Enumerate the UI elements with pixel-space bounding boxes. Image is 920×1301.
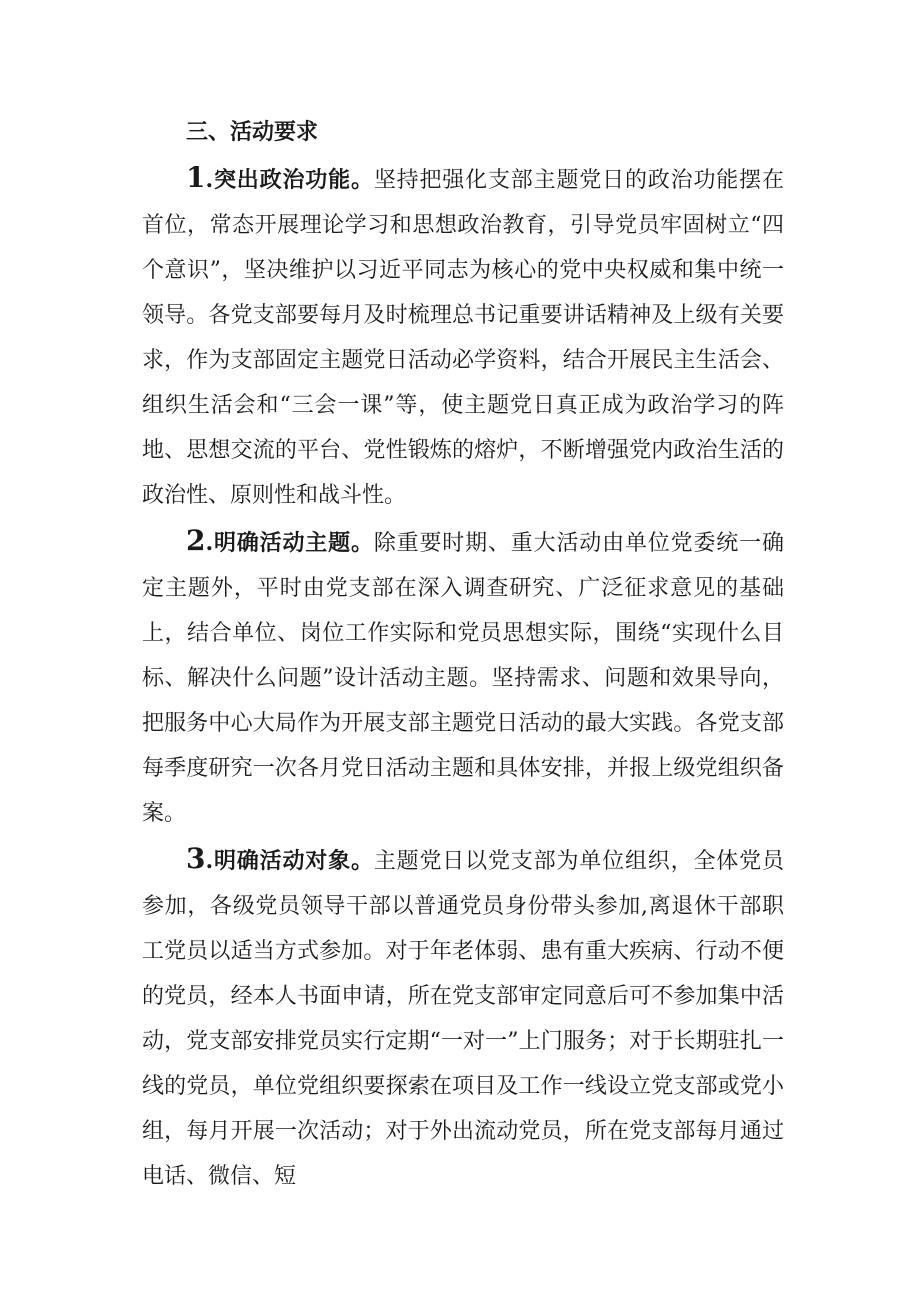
document-page [142, 110, 784, 1199]
section-heading: 三、活动要求 [186, 119, 319, 145]
item-lead-1: .突出政治功能。 [205, 167, 374, 193]
item-lead-2: .明确活动主题。 [205, 530, 374, 556]
paragraph-1 [142, 155, 784, 518]
item-number-3: 3 [186, 842, 206, 875]
item-body-1: 坚持把强化支部主题党日的政治功能摆在首位，常态开展理论学习和思想政治教育，引导党员牢固树立“四个意识”，坚决维护以习近平同志为核心的党中央权威和集中统一领导。各党支部要每月及时梳理总书记重要讲话精神及上级有关要求，作为支部固定主题党日活动必学资料，结合开展民主生活会、组织生活会和“三会一课”等，使主题党日真正成为政治学习的阵地、思想交流的平台、党性锻炼的熔炉，不断增强党内政治生活的政治性、原则性和战斗性。 [142, 168, 784, 508]
item-number-1: 1 [186, 161, 206, 194]
paragraph-3 [142, 836, 784, 1199]
item-lead-3: .明确活动对象。 [205, 848, 374, 874]
paragraph-2 [142, 518, 784, 836]
item-body-2: 除重要时期、重大活动由单位党委统一确定主题外，平时由党支部在深入调查研究、广泛征求意见的基础上，结合单位、岗位工作实际和党员思想实际，围绕“实现什么目标、解决什么问题”设计活动主题。坚持需求、问题和效果导向，把服务中心大局作为开展支部主题党日活动的最大实践。各党支部每季度研究一次各月党日活动主题和具体安排，并报上级党组织备案。 [142, 531, 784, 826]
item-number-2: 2 [186, 524, 206, 557]
item-body-3: 主题党日以党支部为单位组织，全体党员参加，各级党员领导干部以普通党员身份带头参加,离退休干部职工党员以适当方式参加。对于年老体弱、患有重大疾病、行动不便的党员，经本人书面申请，所在党支部审定同意后可不参加集中活动，党支部安排党员实行定期“一对一”上门服务；对于长期驻扎一线的党员，单位党组织要探索在项目及工作一线设立党支部或党小组，每月开展一次活动；对于外出流动党员，所在党支部每月通过电话、微信、短 [142, 849, 784, 1189]
